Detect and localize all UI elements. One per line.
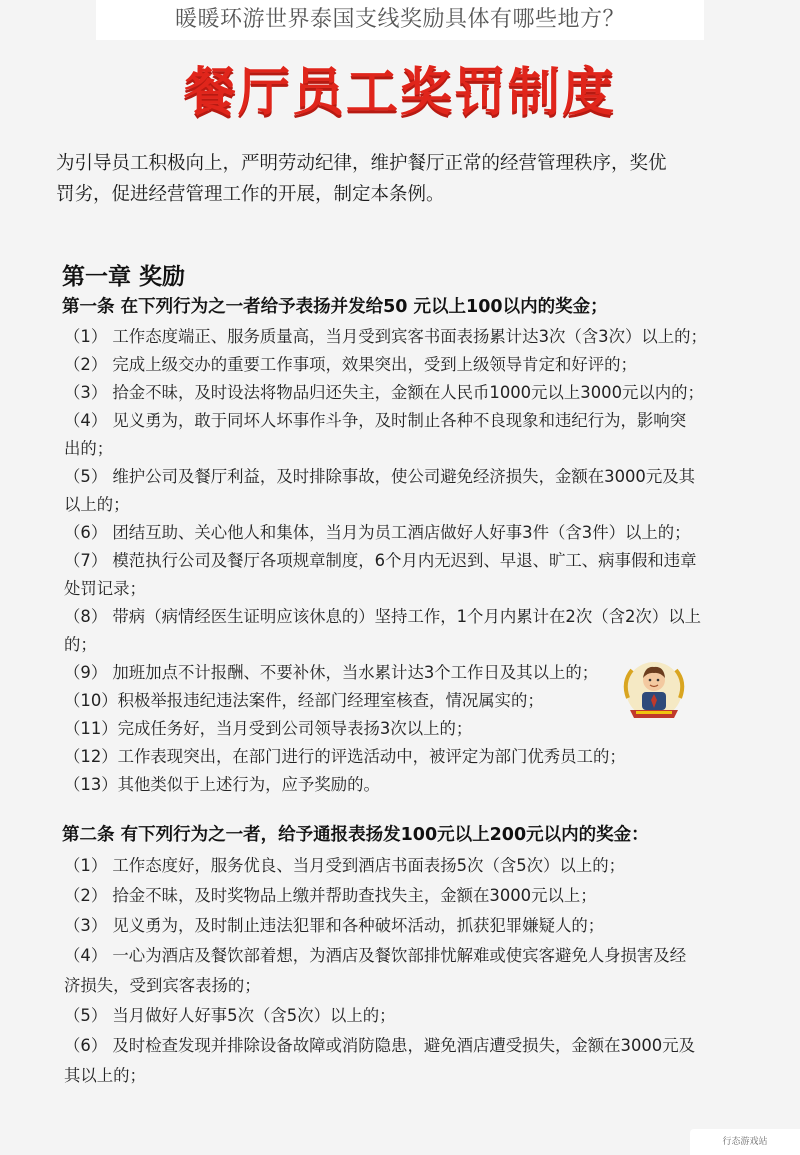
list-item: （10）积极举报违纪违法案件，经部门经理室核查，情况属实的；	[64, 691, 544, 710]
list-item: （6） 团结互助、关心他人和集体，当月为员工酒店做好人好事3件（含3件）以上的；	[64, 523, 691, 542]
article-1-heading: 第一条 在下列行为之一者给予表扬并发给50 元以上100以内的奖金；	[62, 297, 608, 317]
document-title: 餐厅员工奖罚制度	[183, 63, 616, 123]
list-item: （7） 模范执行公司及餐厅各项规章制度，6个月内无迟到、早退、旷工、病事假和违章	[64, 551, 697, 570]
list-item: （4） 见义勇为，敢于同坏人坏事作斗争，及时制止各种不良现象和违纪行为，影响突	[64, 411, 687, 430]
list-item: （3） 拾金不昧，及时设法将物品归还失主，金额在人民币1000元以上3000元以内的；	[64, 383, 704, 402]
list-item: （2） 拾金不昧，及时奖物品上缴并帮助查找失主，金额在3000元以上；	[64, 886, 597, 905]
list-item: （1） 工作态度端正、服务质量高，当月受到宾客书面表扬累计达3次（含3次）以上的；	[64, 327, 707, 346]
list-item: （12）工作表现突出，在部门进行的评选活动中，被评定为部门优秀员工的；	[64, 747, 626, 766]
list-item: 出的；	[64, 439, 114, 458]
list-item: 的；	[64, 635, 97, 654]
list-item: 处罚记录；	[64, 579, 146, 598]
search-title: 暖暖环游世界泰国支线奖励具体有哪些地方？	[174, 7, 625, 32]
list-item: 其以上的；	[64, 1066, 146, 1085]
list-item: （5） 当月做好人好事5次（含5次）以上的；	[64, 1006, 396, 1025]
intro-paragraph	[56, 148, 756, 210]
list-item: （9） 加班加点不计报酬、不要补休，当水累计达3个工作日及其以上的；	[64, 663, 599, 682]
list-item: （13）其他类似于上述行为，应予奖励的。	[64, 775, 380, 794]
list-item: （2） 完成上级交办的重要工作事项，效果突出，受到上级领导肯定和好评的；	[64, 355, 637, 374]
list-item: 以上的；	[64, 495, 130, 514]
employee-award-badge-icon	[614, 648, 694, 728]
article-2-heading: 第二条 有下列行为之一者，给予通报表扬发100元以上200元以内的奖金：	[62, 825, 649, 845]
intro-line: 罚劣，促进经营管理工作的开展，制定本条例。	[56, 184, 445, 205]
list-item: （8） 带病（病情经医生证明应该休息的）坚持工作，1个月内累计在2次（含2次）以上	[64, 607, 701, 626]
list-item: （6） 及时检查发现并排除设备故障或消防隐患，避免酒店遭受损失，金额在3000元及	[64, 1036, 696, 1055]
watermark-text: 行态游戏站	[722, 1137, 768, 1147]
intro-line: 为引导员工积极向上，严明劳动纪律，维护餐厅正常的经营管理秩序，奖优	[56, 153, 667, 174]
list-item: （4） 一心为酒店及餐饮部着想，为酒店及餐饮部排忧解难或使宾客避免人身损害及经	[64, 946, 687, 965]
list-item: （11）完成任务好，当月受到公司领导表扬3次以上的；	[64, 719, 473, 738]
list-item: （1） 工作态度好，服务优良、当月受到酒店书面表扬5次（含5次）以上的；	[64, 856, 625, 875]
list-item: 济损失，受到宾客表扬的；	[64, 976, 261, 995]
search-title-bar	[96, 0, 704, 40]
chapter-heading: 第一章 奖励	[62, 264, 186, 290]
list-item: （5） 维护公司及餐厅利益，及时排除事故，使公司避免经济损失，金额在3000元及其	[64, 467, 696, 486]
list-item: （3） 见义勇为，及时制止违法犯罪和各种破坏活动，抓获犯罪嫌疑人的；	[64, 916, 605, 935]
watermark-logo	[690, 1129, 800, 1155]
